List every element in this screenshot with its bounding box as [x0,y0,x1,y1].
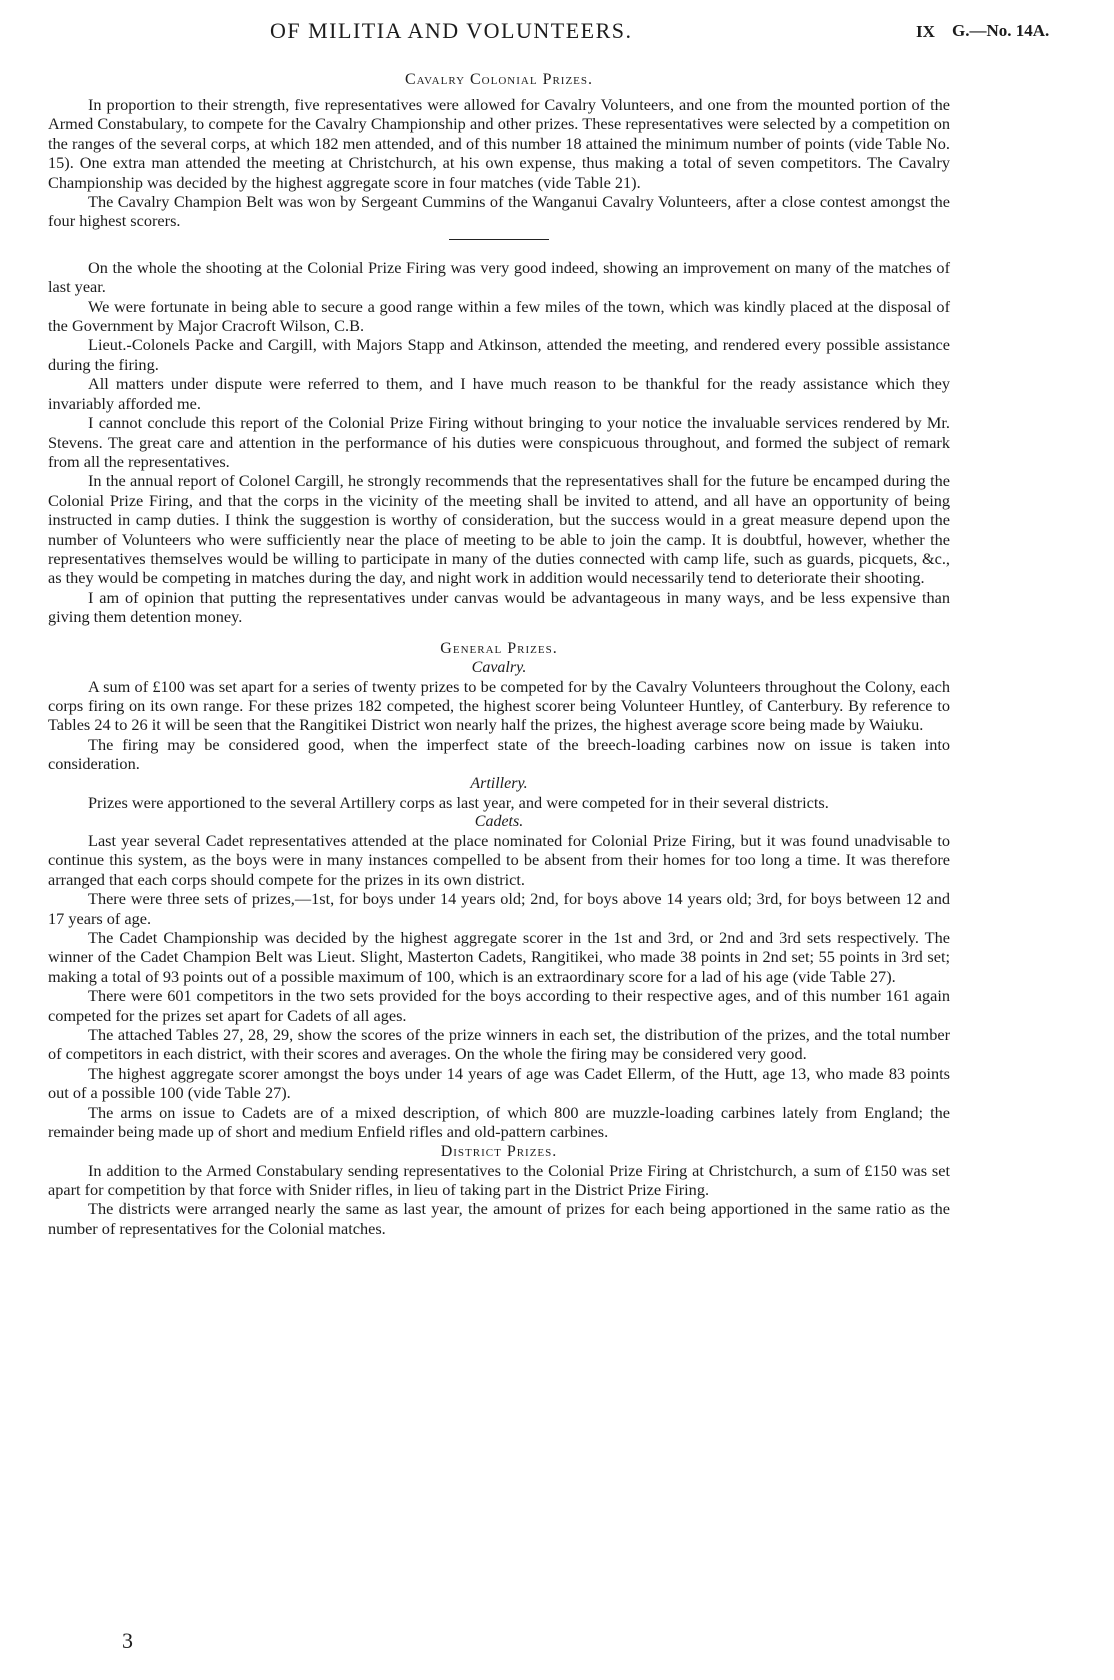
section-heading-general-prizes: General Prizes. [440,639,558,657]
paragraph: The attached Tables 27, 28, 29, show the scores of the prize winners in each set, the distribution of the prizes, and the total number of competitors in each district, with their scores and averages. On the whole the firing may be considered very good. [48,1025,950,1064]
section-heading-district-prizes: District Prizes. [440,1142,558,1160]
paragraph: The Cadet Championship was decided by the highest aggregate scorer in the 1st and 3rd, or 2nd and 3rd sets respectively. The winner of the Cadet Champion Belt was Lieut. Slight, Masterton Cadets, Rangitikei, who made 38 points in 2nd set; 55 points in 3rd set; making a total of 93 points out of a possible maximum of 100, which is an extraordinary score for a lad of his age (vide Table 27). [48,928,950,986]
paragraph: The districts were arranged nearly the same as last year, the amount of prizes for each being apportioned in the same ratio as the number of representatives for the Colonial matches. [48,1199,950,1238]
paragraph: We were fortunate in being able to secure a good range within a few miles of the town, which was kindly placed at the disposal of the Government by Major Cracroft Wilson, C.B. [48,296,950,336]
paragraph: In proportion to their strength, five representatives were allowed for Cavalry Volunteers, and one from the mounted portion of the Armed Constabulary, to compete for the Cavalry Championship and other prizes. These representatives were selected by a competition on the ranges of the several corps, at which 182 men attended, and of this number 18 attained the minimum number of points (vide Table No. 15). One extra man attended the meeting at Christchurch, at his own expense, thus making a total of seven competitors. The Cavalry Championship was decided by the highest aggregate score in four matches (vide Table 21). [48,95,950,192]
series-number: G.—No. 14A. [952,21,1050,40]
running-title: OF MILITIA AND VOLUNTEERS. [270,18,633,43]
paragraph: The highest aggregate scorer amongst the boys under 14 years of age was Cadet Ellerm, of the Hutt, age 13, who made 83 points out of a possible 100 (vide Table 27). [48,1063,950,1103]
page-body [48,70,950,1238]
paragraph: I am of opinion that putting the representatives under canvas would be advantageous in many ways, and be less expensive than giving them detention money. [48,587,950,627]
section-divider [449,239,549,240]
subheading-cadets: Cadets. [474,813,524,830]
subheading-artillery: Artillery. [470,774,528,792]
paragraph: The firing may be considered good, when the imperfect state of the breech-loading carbines now on issue is taken into consideration. [48,734,950,774]
paragraph: Prizes were apportioned to the several Artillery corps as last year, and were competed for in their several districts. [88,792,829,812]
paragraph: The arms on issue to Cadets are of a mixed description, of which 800 are muzzle-loading carbines lately from England; the remainder being made up of short and medium Enfield rifles and old-pattern carbines. [48,1102,950,1142]
folio-number: 3 [122,1628,133,1653]
paragraph: Last year several Cadet representatives attended at the place nominated for Colonial Prize Firing, but it was found unadvisable to continue this system, as the boys were in many instances compelled to be absent from their homes for too long a time. It was therefore arranged that each corps should compete for the prizes in its own district. [48,831,950,889]
subheading-cavalry: Cavalry. [471,658,527,676]
paragraph: Lieut.-Colonels Packe and Cargill, with Majors Stapp and Atkinson, attended the meeting, and rendered every possible assistance during the firing. [48,335,950,374]
paragraph: On the whole the shooting at the Colonial Prize Firing was very good indeed, showing an improvement on many of the matches of last year. [48,257,950,297]
page-number: IX [916,22,935,41]
paragraph: In addition to the Armed Constabulary sending representatives to the Colonial Prize Firing at Christchurch, a sum of £150 was set apart for competition by that force with Snider rifles, in lieu of taking part in the District Prize Firing. [48,1160,950,1199]
paragraph: There were 601 competitors in the two sets provided for the boys according to their respective ages, and of this number 161 again competed for the prizes set apart for Cadets of all ages. [48,986,950,1025]
paragraph: The Cavalry Champion Belt was won by Sergeant Cummins of the Wanganui Cavalry Volunteers, after a close contest amongst the four highest scorers. [48,192,950,231]
paragraph: All matters under dispute were referred to them, and I have much reason to be thankful for the ready assistance which they invariably afforded me. [48,374,950,413]
paragraph: A sum of £100 was set apart for a series of twenty prizes to be competed for by the Cavalry Volunteers throughout the Colony, each corps firing on its own range. For these prizes 182 competed, the highest scorer being Volunteer Huntley, of Canterbury. By reference to Tables 24 to 26 it will be seen that the Rangitikei District won nearly half the prizes, the highest average score being made by Waiuku. [48,676,950,735]
section-heading-cavalry-colonial-prizes: Cavalry Colonial Prizes. [404,71,594,88]
running-header [0,18,1114,48]
paragraph: In the annual report of Colonel Cargill, he strongly recommends that the representatives shall for the future be encamped during the Colonial Prize Firing, and that the corps in the vicinity of the meeting shall be invited to attend, and all have an opportunity of being instructed in camp duties. I think the suggestion is worthy of consideration, but the success would in a great measure depend upon the number of Volunteers who were sufficiently near the place of meeting to be able to join the camp. It is doubtful, however, whether the representatives themselves would be willing to participate in many of the duties connected with camp life, such as guards, picquets, &c., as they would be competing in matches during the day, and night work in addition would necessarily tend to deteriorate their shooting. [48,471,950,588]
paragraph: I cannot conclude this report of the Colonial Prize Firing without bringing to your notice the invaluable services rendered by Mr. Stevens. The great care and attention in the performance of his duties were conspicuous throughout, and formed the subject of remark from all the representatives. [48,413,950,471]
paragraph: There were three sets of prizes,—1st, for boys under 14 years old; 2nd, for boys above 14 years old; 3rd, for boys between 12 and 17 years of age. [48,889,950,928]
